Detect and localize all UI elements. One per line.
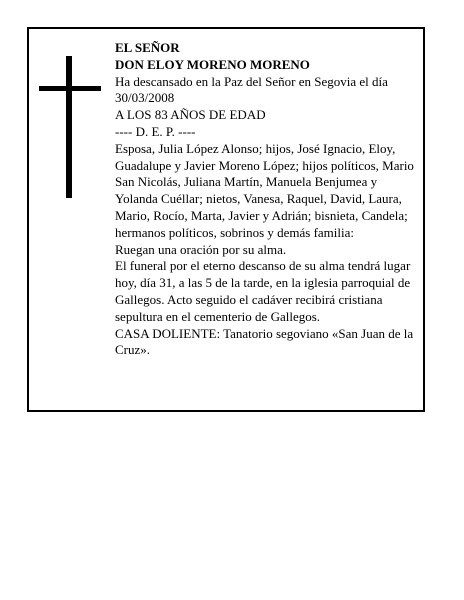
notice-text	[115, 40, 421, 359]
death-statement: Ha descansado en la Paz del Señor en Segovia el día 30/03/2008	[115, 73, 388, 106]
deceased-name: DON ELOY MORENO MORENO	[115, 56, 310, 72]
obituary-notice	[27, 27, 425, 412]
rip-line: ---- D. E. P. ----	[115, 123, 196, 139]
mourning-house: CASA DOLIENTE: Tanatorio segoviano «San Juan de la Cruz».	[115, 325, 414, 358]
age-statement: A LOS 83 AÑOS DE EDAD	[115, 107, 266, 123]
cross-vertical-bar	[66, 56, 72, 198]
family-list: Esposa, Julia López Alonso; hijos, José Ignacio, Eloy, Guadalupe y Javier Moreno López; hijos políticos, Mario San Nicolás, Juliana Martín, Manuela Benjumea y Yolanda Cuéllar; nietos, Vanesa, Raquel, David, Laura, Mario, Rocío, Marta, Javier y Adrián; bisnieta, Candela; hermanos políticos, sobrinos y demás familia:	[115, 140, 414, 240]
prayer-request: Ruegan una oración por su alma.	[115, 241, 287, 257]
notice-title: EL SEÑOR	[115, 40, 180, 55]
cross-icon	[39, 56, 101, 198]
cross-horizontal-bar	[39, 86, 101, 91]
funeral-details: El funeral por el eterno descanso de su alma tendrá lugar hoy, día 31, a las 5 de la tarde, en la iglesia parroquial de Gallegos. Acto seguido el cadáver recibirá cristiana sepultura en el cementerio de Gallegos.	[115, 258, 411, 324]
